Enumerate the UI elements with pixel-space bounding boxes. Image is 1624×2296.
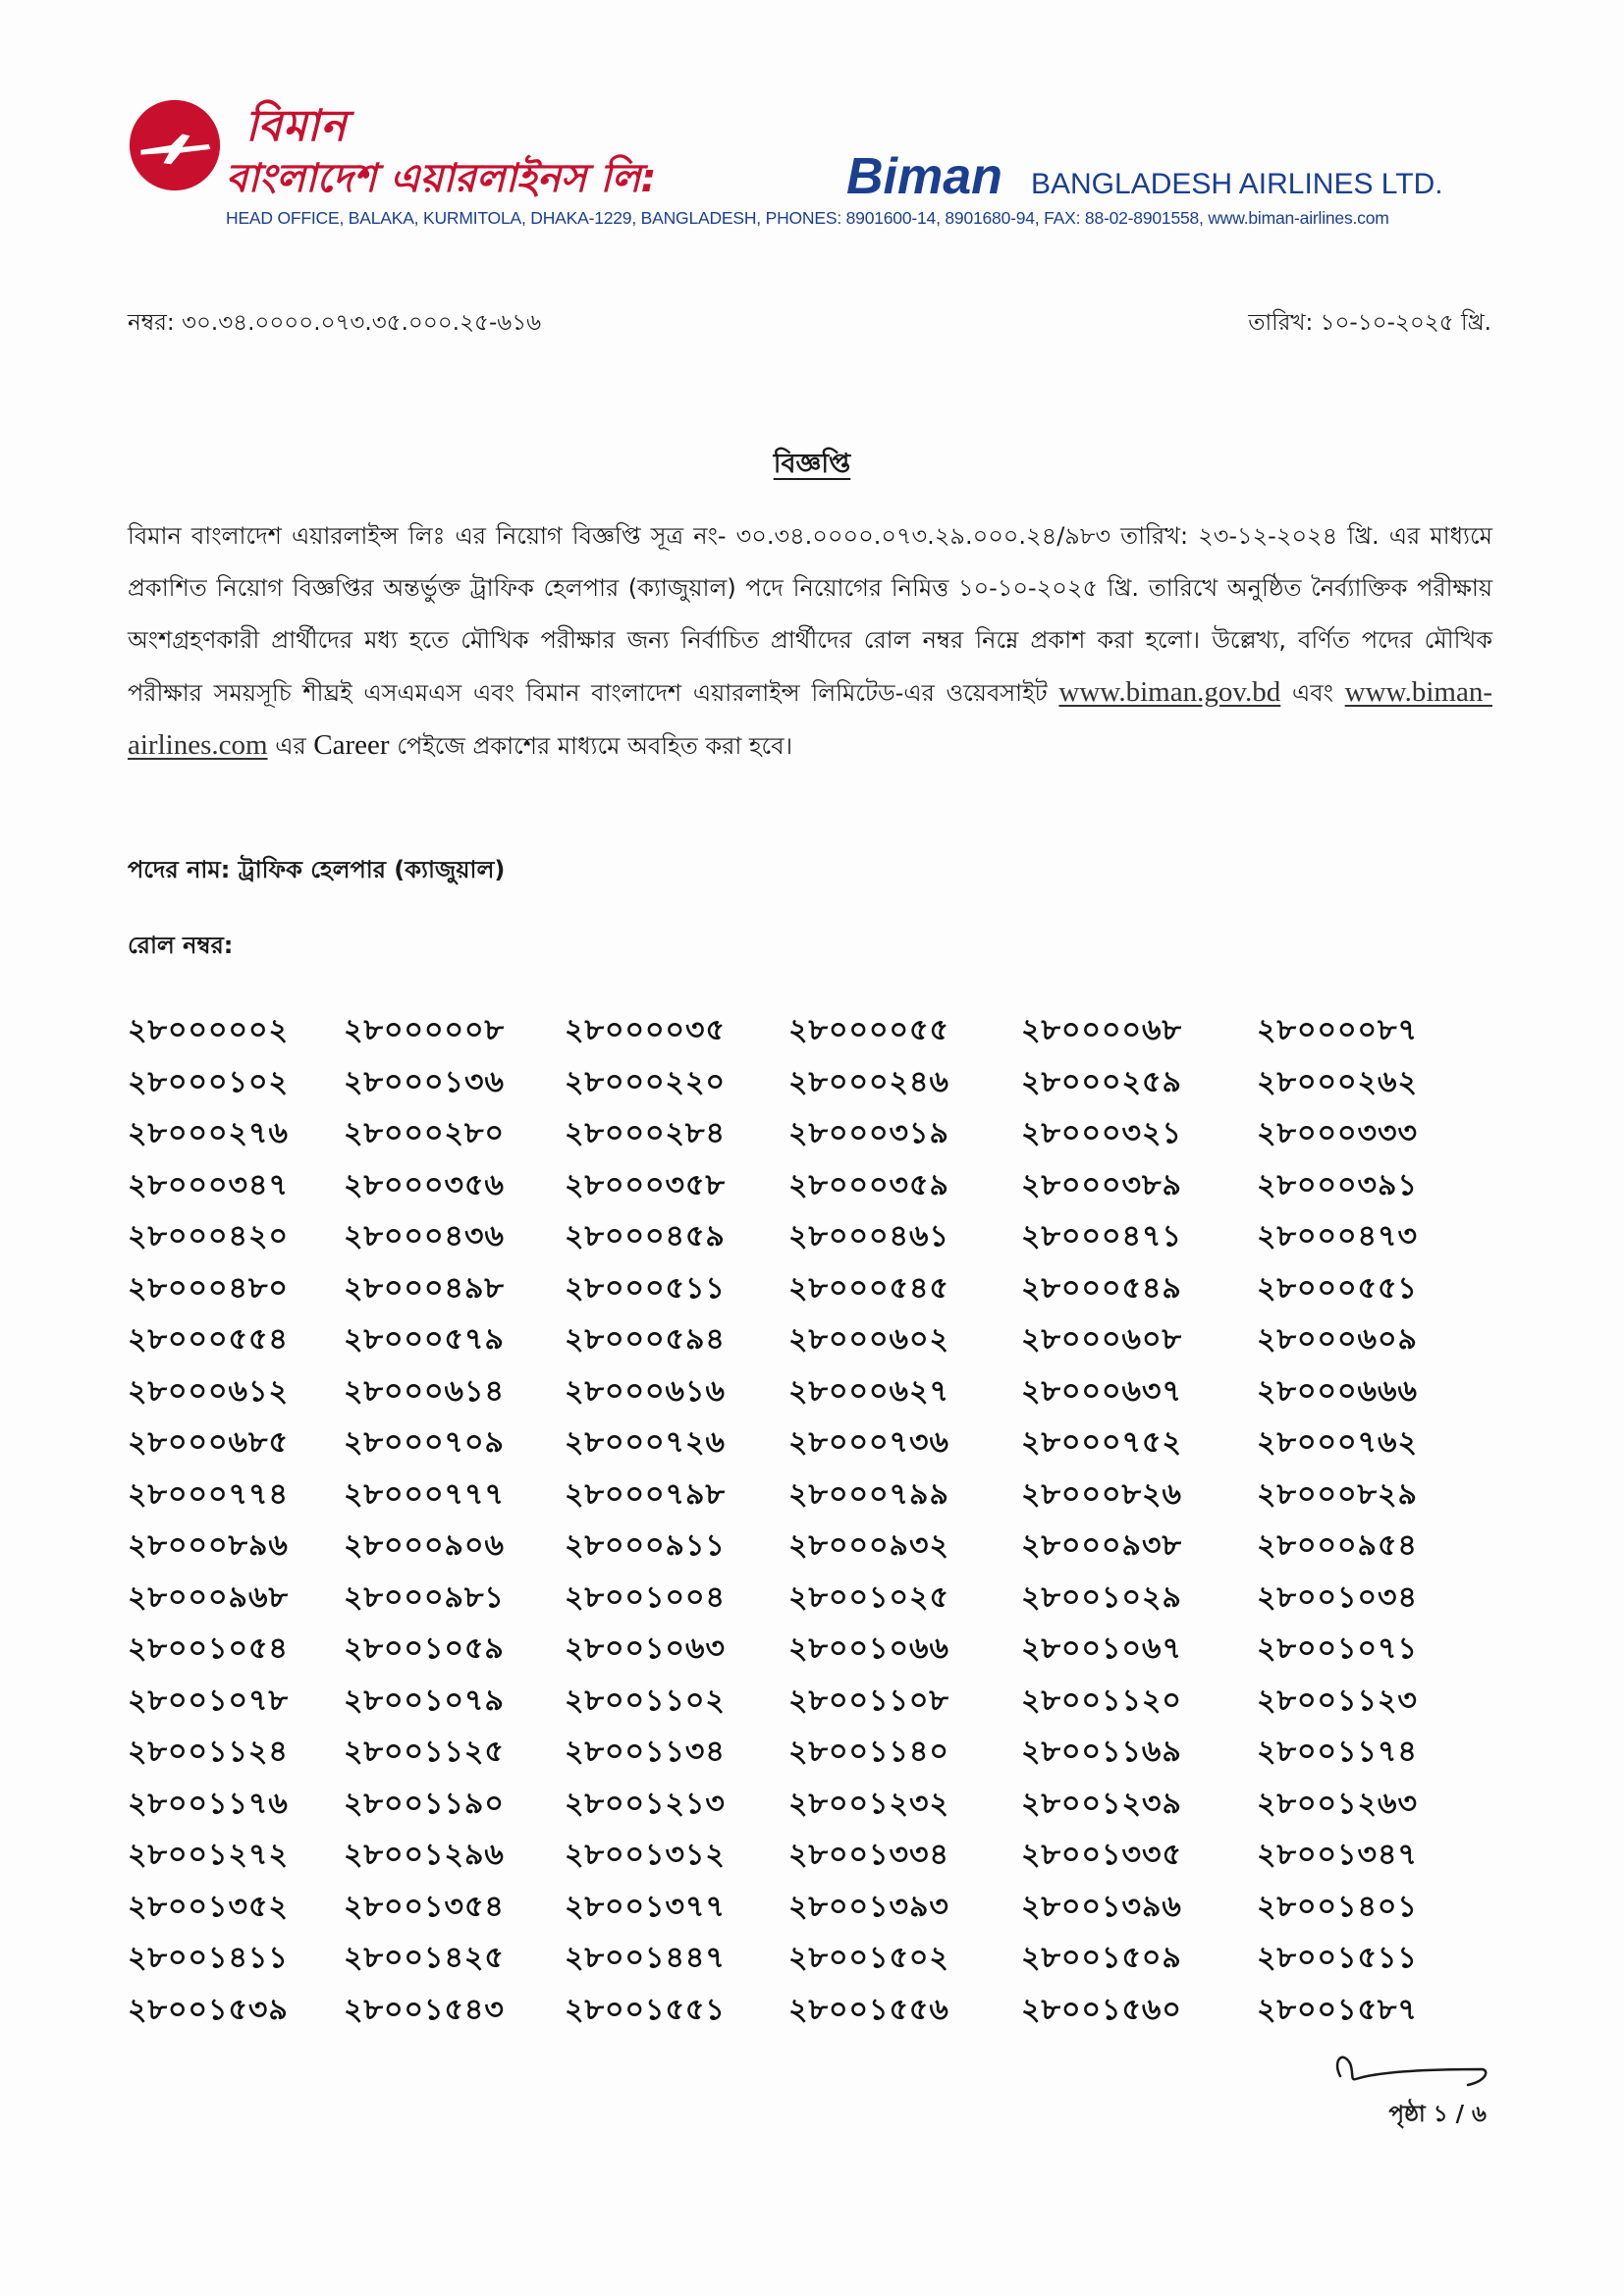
letterhead bbox=[128, 93, 1502, 240]
roll-row bbox=[123, 1728, 1497, 1780]
roll-number: ২৮০০১৩৩৪ bbox=[788, 1838, 949, 1872]
roll-number: ২৮০০১১২৪ bbox=[128, 1735, 289, 1769]
roll-row bbox=[123, 1934, 1497, 1986]
roll-number: ২৮০০০৫৪৯ bbox=[1021, 1270, 1182, 1306]
head-office-address: HEAD OFFICE, BALAKA, KURMITOLA, DHAKA-1229, BANGLADESH, PHONES: 8901600-14, 8901680-94, FAX: 88-02-8901558, www.biman-airlines.com bbox=[226, 208, 1389, 228]
roll-row bbox=[123, 1212, 1497, 1264]
roll-number: ২৮০০০৭৬২ bbox=[1257, 1425, 1419, 1460]
roll-number: ২৮০০০৩৮৯ bbox=[1021, 1167, 1182, 1202]
roll-row bbox=[123, 1315, 1497, 1367]
roll-number: ২৮০০০৮৯৬ bbox=[128, 1528, 289, 1563]
roll-row bbox=[123, 1367, 1497, 1419]
roll-number: ২৮০০০৩৯১ bbox=[1257, 1167, 1418, 1202]
roll-number: ২৮০০০৬৩৭ bbox=[1021, 1373, 1183, 1409]
roll-number: ২৮০০১২৩৯ bbox=[1021, 1786, 1182, 1821]
page-number: পৃষ্ঠা ১ / ৬ bbox=[1388, 2102, 1487, 2127]
roll-number: ২৮০০০৬৬৬ bbox=[1257, 1373, 1419, 1409]
roll-number: ২৮০০১১৭৬ bbox=[128, 1786, 289, 1821]
roll-number: ২৮০০০৩৫৬ bbox=[344, 1167, 505, 1202]
memo-number: নম্বর: ৩০.৩৪.০০০০.০৭৩.৩৫.০০০.২৫-৬১৬ bbox=[128, 310, 542, 336]
notice-body-conjunction: এবং bbox=[1291, 679, 1333, 707]
roll-number: ২৮০০০০৮৭ bbox=[1257, 1013, 1418, 1047]
roll-number: ২৮০০১৩৯৩ bbox=[788, 1889, 949, 1924]
roll-number: ২৮০০১৫০২ bbox=[788, 1941, 949, 1975]
roll-number: ২৮০০০২৭৬ bbox=[128, 1116, 290, 1150]
roll-number: ২৮০০০৩১৯ bbox=[788, 1116, 949, 1150]
roll-number: ২৮০০১৩১২ bbox=[565, 1838, 726, 1872]
roll-number: ২৮০০১১৭৪ bbox=[1257, 1735, 1418, 1769]
biman-gov-link[interactable]: www.biman.gov.bd bbox=[1058, 676, 1281, 708]
roll-number: ২৮০০১১২৩ bbox=[1257, 1682, 1418, 1718]
roll-number: ২৮০০১৩৫৪ bbox=[344, 1889, 505, 1924]
roll-number: ২৮০০০৬১২ bbox=[128, 1373, 289, 1409]
roll-row bbox=[123, 1058, 1497, 1110]
roll-number: ২৮০০০৪৫৯ bbox=[565, 1219, 726, 1254]
roll-row bbox=[123, 1831, 1497, 1883]
roll-number: ২৮০০১৩৪৭ bbox=[1257, 1838, 1418, 1872]
roll-number: ২৮০০০০০২ bbox=[128, 1013, 290, 1047]
roll-number: ২৮০০০৩৪৭ bbox=[128, 1167, 289, 1202]
roll-number: ২৮০০০৪৯৮ bbox=[344, 1270, 505, 1306]
roll-number: ২৮০০১২৯৬ bbox=[344, 1838, 505, 1872]
roll-number: ২৮০০০৫৫৪ bbox=[128, 1322, 289, 1357]
roll-number: ২৮০০০০৩৫ bbox=[565, 1013, 726, 1047]
roll-number: ২৮০০০৯৬৮ bbox=[128, 1579, 289, 1615]
company-name-bangla: বাংলাদেশ এয়ারলাইনস লি: bbox=[226, 156, 657, 201]
roll-number: ২৮০০১৫৫৬ bbox=[788, 1992, 949, 2027]
roll-number: ২৮০০১২৩২ bbox=[788, 1786, 949, 1821]
roll-number: ২৮০০০৮২৯ bbox=[1257, 1476, 1418, 1512]
roll-number: ২৮০০১৫০৯ bbox=[1021, 1941, 1182, 1975]
roll-number: ২৮০০১৪০১ bbox=[1257, 1889, 1418, 1924]
career-word: Career bbox=[313, 729, 390, 761]
roll-number: ২৮০০০২৪৬ bbox=[788, 1064, 949, 1099]
roll-number: ২৮০০০৯০৬ bbox=[344, 1528, 505, 1563]
roll-number: ২৮০০১৩৯৬ bbox=[1021, 1889, 1182, 1924]
roll-row bbox=[123, 1109, 1497, 1161]
roll-number: ২৮০০০৬০৯ bbox=[1257, 1322, 1418, 1357]
roll-number: ২৮০০১০২৯ bbox=[1021, 1579, 1182, 1615]
notice-title-text: বিজ্ঞপ্তি bbox=[773, 449, 851, 479]
roll-number: ২৮০০১৩৭৭ bbox=[565, 1889, 726, 1924]
roll-number: ২৮০০০৪৩৬ bbox=[344, 1219, 505, 1254]
roll-number: ২৮০০১৫৮৭ bbox=[1257, 1992, 1418, 2027]
roll-number: ২৮০০১১২৫ bbox=[344, 1735, 505, 1769]
roll-number: ২৮০০১৪১১ bbox=[128, 1941, 289, 1975]
roll-number: ২৮০০০৬০৮ bbox=[1021, 1322, 1182, 1357]
roll-number-label: রোল নম্বর: bbox=[128, 932, 234, 959]
roll-number: ২৮০০১১৯০ bbox=[344, 1786, 505, 1821]
roll-row bbox=[123, 1006, 1497, 1058]
roll-number: ২৮০০০৮২৬ bbox=[1021, 1476, 1182, 1512]
roll-number: ২৮০০০৪৮০ bbox=[128, 1270, 289, 1306]
roll-row bbox=[123, 1264, 1497, 1316]
roll-number: ২৮০০০৬০২ bbox=[788, 1322, 950, 1357]
roll-number: ২৮০০১৫৩৯ bbox=[128, 1992, 289, 2027]
roll-number: ২৮০০০৫৪৫ bbox=[788, 1270, 949, 1306]
roll-number: ২৮০০০৬২৭ bbox=[788, 1373, 950, 1409]
roll-number: ২৮০০০৯৫৪ bbox=[1257, 1528, 1418, 1563]
roll-number: ২৮০০১৩৫২ bbox=[128, 1889, 289, 1924]
roll-row bbox=[123, 1574, 1497, 1626]
roll-number: ২৮০০০৩২১ bbox=[1021, 1116, 1182, 1150]
roll-number: ২৮০০০২৮৪ bbox=[565, 1116, 726, 1150]
roll-row bbox=[123, 1418, 1497, 1470]
roll-number: ২৮০০১৪২৫ bbox=[344, 1941, 505, 1975]
roll-number: ২৮০০০৫৭৯ bbox=[344, 1322, 505, 1357]
roll-number: ২৮০০০২৬২ bbox=[1257, 1064, 1419, 1099]
roll-number: ২৮০০১৩৩৫ bbox=[1021, 1838, 1182, 1872]
roll-number: ২৮০০১৫৫১ bbox=[565, 1992, 726, 2027]
roll-row bbox=[123, 1470, 1497, 1522]
roll-row bbox=[123, 1883, 1497, 1935]
post-name: পদের নাম: ট্রাফিক হেলপার (ক্যাজুয়াল) bbox=[128, 856, 506, 883]
roll-number: ২৮০০০৪২০ bbox=[128, 1219, 289, 1254]
roll-number: ২৮০০০১০২ bbox=[128, 1064, 289, 1099]
roll-number: ২৮০০০১৩৬ bbox=[344, 1064, 505, 1099]
notice-body-end: পেইজে প্রকাশের মাধ্যমে অবহিত করা হবে। bbox=[397, 732, 793, 760]
memo-date: তারিখ: ১০-১০-২০২৫ খ্রি. bbox=[1248, 310, 1491, 336]
roll-number: ২৮০০০২২০ bbox=[565, 1064, 727, 1099]
roll-row bbox=[123, 1522, 1497, 1574]
biman-airlines-link[interactable]: www.biman-airlines.com bbox=[128, 676, 1492, 761]
roll-number: ২৮০০০৩৩৩ bbox=[1257, 1116, 1419, 1150]
roll-number: ২৮০০১০০৪ bbox=[565, 1579, 726, 1615]
roll-number: ২৮০০০৭৭৭ bbox=[344, 1476, 506, 1512]
roll-number: ২৮০০১৪৪৭ bbox=[565, 1941, 726, 1975]
roll-row bbox=[123, 1986, 1497, 2038]
roll-number: ২৮০০০৭৯৯ bbox=[788, 1476, 949, 1512]
roll-number: ২৮০০০৭২৬ bbox=[565, 1425, 727, 1460]
roll-number: ২৮০০০৫১১ bbox=[565, 1270, 726, 1306]
roll-number: ২৮০০১০২৫ bbox=[788, 1579, 949, 1615]
notice-body-er: এর bbox=[275, 732, 306, 760]
notice-title bbox=[0, 444, 1624, 488]
roll-number: ২৮০০০৪৬১ bbox=[788, 1219, 949, 1254]
roll-number: ২৮০০১২১৩ bbox=[565, 1786, 726, 1821]
roll-number: ২৮০০১০৭৯ bbox=[344, 1682, 505, 1718]
roll-number: ২৮০০১১০৮ bbox=[788, 1682, 949, 1718]
roll-number: ২৮০০১০৭৮ bbox=[128, 1682, 289, 1718]
roll-number: ২৮০০০০৬৮ bbox=[1021, 1013, 1182, 1047]
roll-number: ২৮০০০৭৫২ bbox=[1021, 1425, 1182, 1460]
roll-number: ২৮০০১২৬৩ bbox=[1257, 1786, 1418, 1821]
roll-number: ২৮০০০৫৫১ bbox=[1257, 1270, 1418, 1306]
roll-number: ২৮০০১১৬৯ bbox=[1021, 1735, 1182, 1769]
roll-row bbox=[123, 1780, 1497, 1832]
roll-number: ২৮০০০৩৫৯ bbox=[788, 1167, 949, 1202]
roll-number: ২৮০০০৭৯৮ bbox=[565, 1476, 726, 1512]
roll-number: ২৮০০১১২০ bbox=[1021, 1682, 1182, 1718]
roll-row bbox=[123, 1677, 1497, 1729]
roll-number: ২৮০০১২৭২ bbox=[128, 1838, 289, 1872]
roll-number: ২৮০০০৯৩২ bbox=[788, 1528, 949, 1563]
roll-number: ২৮০০০৯১১ bbox=[565, 1528, 726, 1563]
notice-body-text: বিমান বাংলাদেশ এয়ারলাইন্স লিঃ এর নিয়োগ বিজ্ঞপ্তি সূত্র নং- ৩০.৩৪.০০০০.০৭৩.২৯.০০০.২৪/৯৮৩ তারিখ: ২৩-১২-২০২৪ খ্রি. এর মাধ্যমে প্রকাশিত নিয়োগ বিজ্ঞপ্তির অন্তর্ভুক্ত ট্রাফিক হেলপার (ক্যাজুয়াল) পদে নিয়োগের নিমিত্ত ১০-১০-২০২৫ খ্রি. তারিখে অনুষ্ঠিত নৈর্ব্যাক্তিক পরীক্ষায় অংশগ্রহণকারী প্রার্থীদের মধ্য হতে মৌখিক পরীক্ষার জন্য নির্বাচিত প্রার্থীদের রোল নম্বর নিম্নে প্রকাশ করা হলো। উল্লেখ্য, বর্ণিত পদের মৌখিক পরীক্ষার সময়সূচি শীঘ্রই এসএমএস এবং বিমান বাংলাদেশ এয়ারলাইন্স লিমিটেড-এর ওয়েবসাইট bbox=[128, 522, 1492, 707]
roll-number: ২৮০০১৫৬০ bbox=[1021, 1992, 1182, 2027]
roll-number: ২৮০০০২৮০ bbox=[344, 1116, 505, 1150]
roll-number: ২৮০০০৯৩৮ bbox=[1021, 1528, 1182, 1563]
roll-number: ২৮০০০০০৮ bbox=[344, 1013, 505, 1047]
roll-number: ২৮০০০৪৭৩ bbox=[1257, 1219, 1418, 1254]
roll-number: ২৮০০০৯৮১ bbox=[344, 1579, 505, 1615]
roll-number: ২৮০০১০৫৪ bbox=[128, 1631, 289, 1666]
roll-number: ২৮০০০৩৫৮ bbox=[565, 1167, 726, 1202]
roll-number: ২৮০০১০৬৭ bbox=[1021, 1631, 1182, 1666]
roll-number: ২৮০০১১৪০ bbox=[788, 1735, 949, 1769]
company-name-english: BANGLADESH AIRLINES LTD. bbox=[1031, 168, 1443, 200]
roll-number: ২৮০০১৫১১ bbox=[1257, 1941, 1418, 1975]
roll-number: ২৮০০০৪৭১ bbox=[1021, 1219, 1182, 1254]
roll-number: ২৮০০০৭৩৬ bbox=[788, 1425, 950, 1460]
roll-number: ২৮০০০২৫৯ bbox=[1021, 1064, 1182, 1099]
roll-number: ২৮০০১০৬৩ bbox=[565, 1631, 726, 1666]
roll-number: ২৮০০০০৫৫ bbox=[788, 1013, 949, 1047]
roll-row bbox=[123, 1625, 1497, 1677]
roll-number: ২৮০০০৬৮৫ bbox=[128, 1425, 289, 1460]
roll-number: ২৮০০১০৩৪ bbox=[1257, 1579, 1418, 1615]
roll-number: ২৮০০১১৩৪ bbox=[565, 1735, 726, 1769]
roll-number: ২৮০০০৭৭৪ bbox=[128, 1476, 289, 1512]
roll-number: ২৮০০১০৭১ bbox=[1257, 1631, 1418, 1666]
roll-number: ২৮০০০৫৯৪ bbox=[565, 1322, 726, 1357]
roll-number: ২৮০০১০৫৯ bbox=[344, 1631, 505, 1666]
roll-number: ২৮০০০৬১৪ bbox=[344, 1373, 505, 1409]
roll-row bbox=[123, 1161, 1497, 1213]
roll-number: ২৮০০১০৬৬ bbox=[788, 1631, 949, 1666]
roll-number: ২৮০০১৫৪৩ bbox=[344, 1992, 505, 2027]
roll-number: ২৮০০০৭০৯ bbox=[344, 1425, 505, 1460]
roll-number: ২৮০০০৬১৬ bbox=[565, 1373, 726, 1409]
biman-logo-icon bbox=[128, 98, 222, 192]
notice-body bbox=[128, 510, 1492, 773]
roll-number-table bbox=[123, 1006, 1497, 2037]
company-name-biman: Biman bbox=[846, 148, 1002, 205]
roll-number: ২৮০০১১০২ bbox=[565, 1682, 726, 1718]
company-name-bangla-top: বিমান bbox=[245, 101, 348, 151]
